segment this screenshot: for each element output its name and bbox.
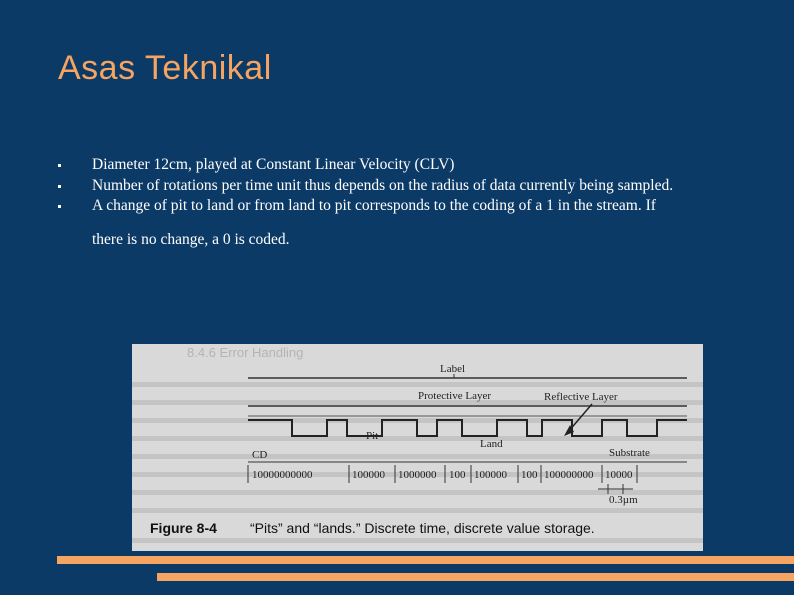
bullet-text: Number of rotations per time unit thus depends on the radius of data currently being sampled. [92, 176, 674, 194]
land-label: Land [480, 438, 503, 450]
substrate-label: Substrate [609, 447, 650, 459]
accent-bar-top [57, 556, 794, 564]
bit-group: 10000000000 [252, 469, 313, 481]
bullet-item [58, 176, 758, 197]
bit-group: 100000 [352, 469, 385, 481]
protective-layer-label: Protective Layer [418, 390, 491, 402]
bullet-icon [58, 164, 61, 167]
figure-caption-text: “Pits” and “lands.” Discrete time, discrete value storage. [250, 520, 595, 536]
bullet-text: Diameter 12cm, played at Constant Linear Velocity (CLV) [92, 156, 455, 173]
bit-group: 100000000 [544, 469, 594, 481]
figure-caption-number: Figure 8-4 [150, 520, 217, 536]
bullet-item [58, 196, 758, 250]
bullet-list [58, 155, 758, 250]
bit-group: 100 [449, 469, 466, 481]
cd-label: CD [252, 449, 268, 461]
bit-group: 10000 [605, 469, 633, 481]
bullet-text-continuation: there is no change, a 0 is coded. [92, 230, 290, 248]
bullet-item [58, 155, 758, 176]
pit-label: Pit [366, 430, 379, 442]
slide-title: Asas Teknikal [58, 49, 272, 87]
figure-bg-heading: 8.4.6 Error Handling [187, 345, 304, 360]
bit-group: 1000000 [398, 469, 437, 481]
cd-pits-lands-figure [132, 344, 703, 551]
bullet-text: A change of pit to land or from land to pit corresponds to the coding of a 1 in the stream. If [92, 197, 656, 214]
reflective-layer-label: Reflective Layer [544, 391, 618, 403]
bit-group: 100000 [474, 469, 507, 481]
accent-bar-bottom [157, 573, 794, 581]
bullet-icon [58, 185, 61, 188]
label-text: Label [440, 363, 466, 375]
bit-group: 100 [521, 469, 538, 481]
figure-drawing [132, 344, 703, 551]
dimension-label: 0.3µm [609, 494, 638, 506]
bullet-icon [58, 205, 61, 208]
